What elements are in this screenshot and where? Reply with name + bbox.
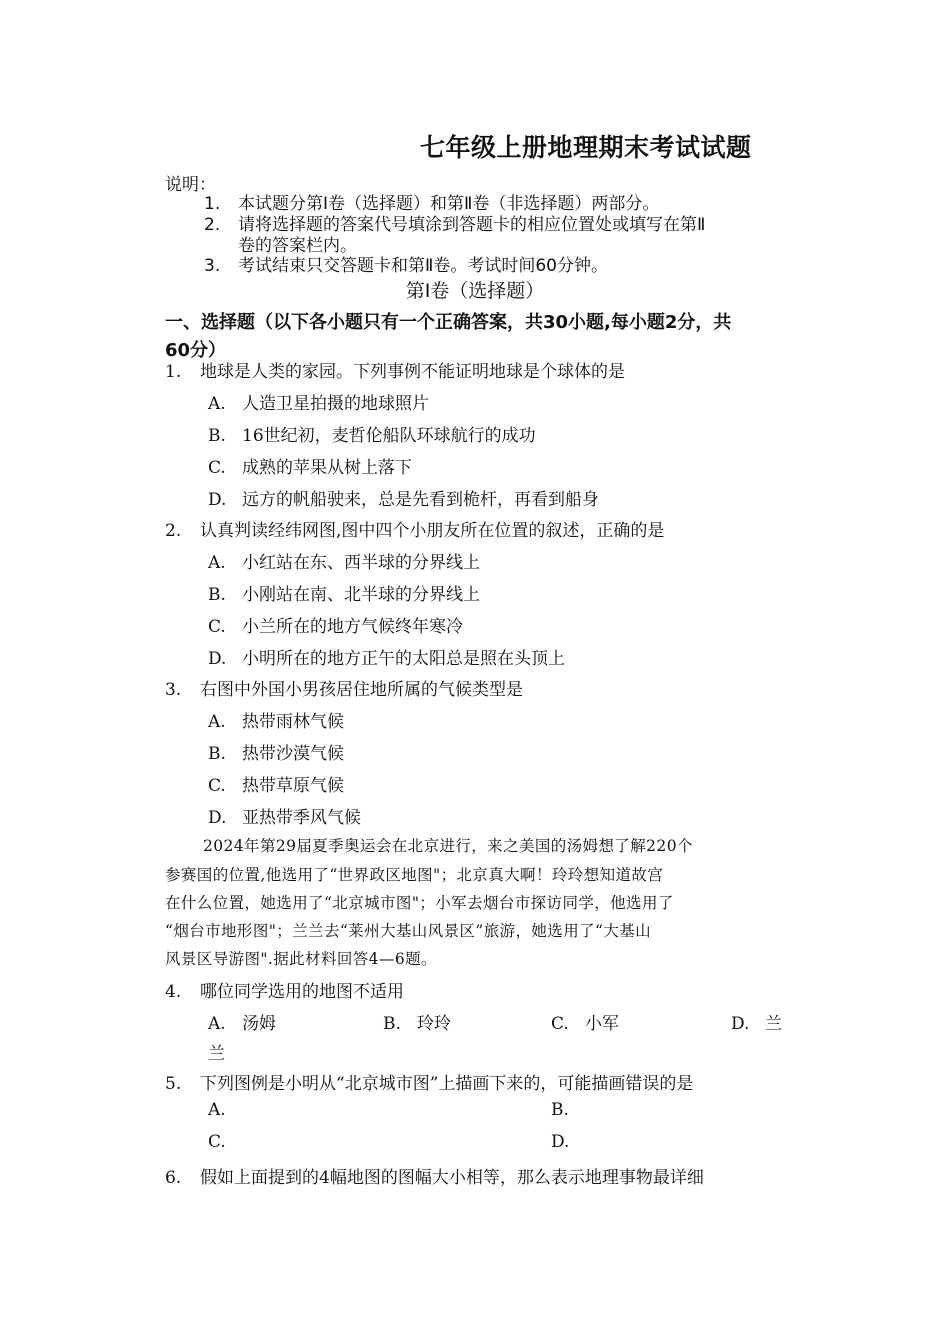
option-label: B. (208, 744, 226, 764)
passage-line-4: “烟台市地形图"；兰兰去“莱州大基山风景区”旅游，她选用了“大基山 (165, 922, 652, 940)
option-text: 小明所在的地方正午的太阳总是照在头顶上 (242, 649, 565, 669)
question-number: 4. (165, 982, 182, 1002)
option-label: D. (208, 808, 227, 828)
option-label: B. (208, 585, 226, 605)
question-2 (165, 516, 664, 541)
option-text: 人造卫星拍摄的地球照片 (242, 394, 429, 414)
question-3-option-a (208, 707, 344, 732)
option-text: 16世纪初，麦哲伦船队环球航行的成功 (242, 426, 536, 446)
question-5-option-a: A. (208, 1100, 226, 1120)
question-stem: 哪位同学选用的地图不适用 (200, 982, 404, 1002)
question-2-option-b (208, 580, 480, 605)
option-text: 汤姆 (242, 1014, 276, 1034)
question-number: 3. (165, 680, 182, 700)
section-heading: 一、选择题（以下各小题只有一个正确答案，共30小题,每小题2分，共 (165, 312, 732, 333)
question-3-option-b (208, 739, 344, 764)
option-text: 热带雨林气候 (242, 712, 344, 732)
page-title: 七年级上册地理期末考试试题 (420, 133, 752, 162)
question-stem: 下列图例是小明从“北京城市图”上描画下来的，可能描画错误的是 (200, 1074, 694, 1094)
question-3-option-c (208, 771, 344, 796)
option-text: 亚热带季风气候 (242, 808, 361, 828)
question-5-option-d: D. (551, 1132, 570, 1152)
option-label: C. (208, 458, 226, 478)
question-stem: 假如上面提到的4幅地图的图幅大小相等，那么表示地理事物最详细 (200, 1168, 704, 1188)
option-label: A. (208, 712, 226, 732)
question-5-option-b: B. (551, 1100, 569, 1120)
instruction-number: 2. (204, 215, 221, 235)
option-label: A. (208, 394, 226, 414)
question-4-option-d-wrap: 兰 (208, 1044, 225, 1064)
instruction-text: 考试结束只交答题卡和第Ⅱ卷。考试时间60分钟。 (238, 256, 608, 276)
option-text: 兰 (765, 1014, 782, 1034)
option-label: C. (551, 1014, 569, 1034)
question-4-option-a (208, 1009, 276, 1034)
option-label: A. (208, 553, 226, 573)
passage-line-1: 2024年第29届夏季奥运会在北京进行，来之美国的汤姆想了解220个 (203, 837, 693, 855)
option-text: 成熟的苹果从树上落下 (242, 458, 412, 478)
question-2-option-a (208, 548, 480, 573)
question-number: 2. (165, 521, 182, 541)
instruction-text: 请将选择题的答案代号填涂到答题卡的相应位置处或填写在第Ⅱ (238, 215, 706, 235)
question-5-option-c: C. (208, 1132, 226, 1152)
instructions-label: 说明： (165, 175, 216, 195)
question-1-option-c (208, 453, 412, 478)
question-5 (165, 1069, 693, 1094)
option-label: B. (383, 1014, 401, 1034)
question-1-option-a (208, 389, 429, 414)
option-label: D. (208, 490, 227, 510)
question-4 (165, 977, 404, 1002)
question-1-option-b (208, 421, 536, 446)
option-text: 玲玲 (417, 1014, 451, 1034)
instruction-item-3 (204, 251, 608, 276)
question-6 (165, 1163, 704, 1188)
question-2-option-d (208, 644, 565, 669)
option-text: 远方的帆船驶来，总是先看到桅杆，再看到船身 (242, 490, 599, 510)
question-number: 5. (165, 1074, 182, 1094)
question-stem: 地球是人类的家园。下列事例不能证明地球是个球体的是 (200, 362, 625, 382)
question-2-option-c (208, 612, 463, 637)
instruction-number: 1. (204, 194, 221, 214)
question-1-option-d (208, 485, 599, 510)
option-text: 小刚站在南、北半球的分界线上 (242, 585, 480, 605)
option-text: 热带沙漠气候 (242, 744, 344, 764)
option-text: 热带草原气候 (242, 776, 344, 796)
passage-line-3: 在什么位置，她选用了“北京城市图"；小军去烟台市探访同学，他选用了 (165, 894, 674, 912)
instruction-number: 3. (204, 256, 221, 276)
section-heading-continued: 60分） (165, 340, 227, 361)
question-4-option-d (731, 1009, 782, 1034)
option-label: D. (731, 1014, 750, 1034)
passage-line-2: 参赛国的位置,他选用了“世界政区地图"；北京真大啊！玲玲想知道故宫 (165, 866, 664, 884)
option-text: 小红站在东、西半球的分界线上 (242, 553, 480, 573)
question-3-option-d (208, 803, 361, 828)
question-number: 6. (165, 1168, 182, 1188)
option-label: D. (208, 649, 227, 669)
question-4-option-c (551, 1009, 619, 1034)
passage-line-5: 风景区导游图".据此材料回答4—6题。 (165, 950, 437, 968)
option-text: 小军 (585, 1014, 619, 1034)
part1-heading: 第Ⅰ卷（选择题） (405, 280, 545, 302)
option-label: B. (208, 426, 226, 446)
question-stem: 右图中外国小男孩居住地所属的气候类型是 (200, 680, 523, 700)
question-number: 1. (165, 362, 182, 382)
question-1 (165, 357, 625, 382)
question-4-option-b (383, 1009, 451, 1034)
question-stem: 认真判读经纬网图,图中四个小朋友所在位置的叙述，正确的是 (200, 521, 665, 541)
option-label: C. (208, 776, 226, 796)
instruction-text: 本试题分第Ⅰ卷（选择题）和第Ⅱ卷（非选择题）两部分。 (238, 194, 660, 214)
question-3 (165, 675, 523, 700)
option-text: 小兰所在的地方气候终年寒冷 (242, 617, 463, 637)
option-label: A. (208, 1014, 226, 1034)
option-label: C. (208, 617, 226, 637)
instruction-item-2-continued: 卷的答案栏内。 (238, 236, 357, 256)
